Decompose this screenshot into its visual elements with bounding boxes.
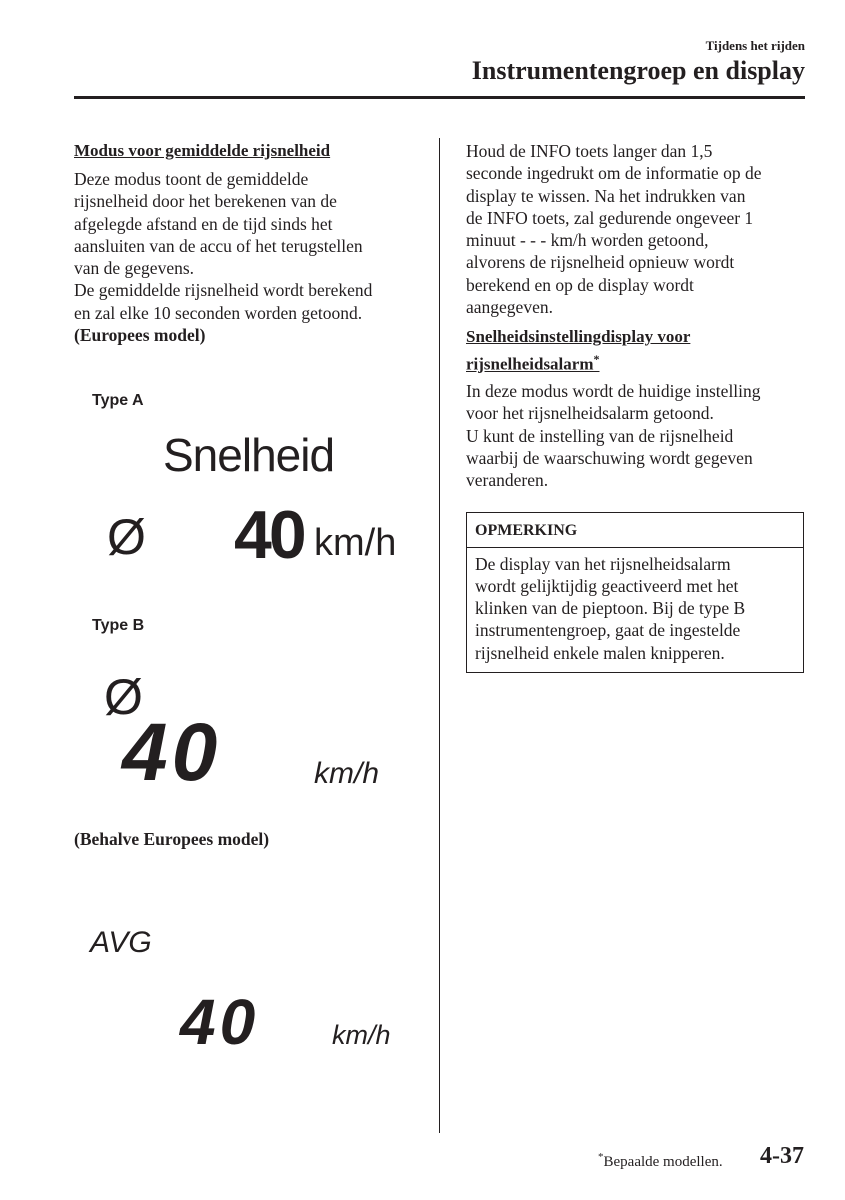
average-symbol: Ø	[107, 509, 146, 565]
text-line: klinken van de pieptoon. Bij de type B	[475, 598, 746, 619]
note-body	[467, 548, 803, 672]
text-line: Deze modus toont de gemiddelde	[74, 169, 309, 189]
speed-unit-display: km/h	[314, 522, 397, 564]
avg-speed-unit: km/h	[332, 1020, 391, 1050]
text-line: berekend en op de display wordt	[466, 274, 694, 295]
text-line: De display van het rijsnelheidsalarm	[475, 553, 731, 574]
text-line: seconde ingedrukt om de informatie op de	[466, 163, 762, 184]
section-heading-speed-alarm	[466, 326, 806, 376]
segment-speed-value: 40	[122, 707, 222, 798]
text-line: instrumentengroep, gaat de ingestelde	[475, 620, 741, 641]
type-a-label: Type A	[92, 392, 144, 409]
avg-speed-value: 40	[180, 986, 260, 1058]
text-line: afgelegde afstand en de tijd sinds het	[74, 213, 333, 234]
footer-note	[598, 1151, 723, 1171]
text-line: van de gegevens.	[74, 258, 195, 279]
note-box	[466, 512, 804, 673]
text-line: aangegeven.	[466, 297, 553, 318]
type-b-label: Type B	[92, 617, 145, 634]
non-european-model-label: (Behalve Europees model)	[74, 829, 270, 849]
paragraph-average-speed-1	[74, 168, 424, 279]
avg-label-display: AVG	[90, 926, 152, 959]
page-title: Instrumentengroep en display	[471, 56, 805, 85]
left-column	[74, 140, 424, 346]
text-line: De gemiddelde rijsnelheid wordt berekend	[74, 280, 373, 301]
speed-word-display: Snelheid	[163, 429, 335, 481]
header-rule	[74, 96, 805, 99]
page-number: 4-37	[760, 1143, 804, 1169]
text-line: waarbij de waarschuwing wordt gegeven	[466, 447, 753, 468]
speed-value-display: 40	[234, 497, 304, 573]
heading-text: rijsnelheidsalarm	[466, 355, 594, 375]
running-header: Tijdens het rijden	[705, 38, 805, 53]
text-line: en zal elke 10 seconden worden getoond.	[74, 302, 363, 323]
average-symbol: Ø	[104, 669, 143, 725]
text-line: display te wissen. Na het indrukken van	[466, 185, 746, 206]
footnote-star: *	[598, 1151, 604, 1163]
section-heading-average-speed: Modus voor gemiddelde rijsnelheid	[74, 141, 331, 160]
column-divider	[439, 138, 440, 1133]
segment-speed-unit: km/h	[314, 757, 380, 790]
note-title: OPMERKING	[467, 513, 803, 548]
footer-note-text: Bepaalde modellen.	[603, 1154, 723, 1170]
heading-line: Snelheidsinstellingdisplay voor	[466, 327, 691, 347]
european-model-label: (Europees model)	[74, 325, 206, 346]
paragraph-info-button	[466, 140, 806, 318]
paragraph-speed-alarm	[466, 380, 806, 491]
right-column	[466, 140, 806, 673]
footnote-star: *	[593, 352, 600, 367]
text-line: alvorens de rijsnelheid opnieuw wordt	[466, 252, 735, 273]
text-line: minuut - - - km/h worden getoond,	[466, 230, 709, 251]
text-line: Houd de INFO toets langer dan 1,5	[466, 141, 713, 161]
text-line: de INFO toets, zal gedurende ongeveer 1	[466, 207, 754, 228]
text-line: In deze modus wordt de huidige instelling	[466, 381, 761, 402]
text-line: rijsnelheid enkele malen knipperen.	[475, 642, 725, 663]
text-line: U kunt de instelling van de rijsnelheid	[466, 425, 734, 446]
text-line: wordt gelijktijdig geactiveerd met het	[475, 575, 739, 596]
text-line: voor het rijsnelheidsalarm getoond.	[466, 403, 714, 424]
text-line: rijsnelheid door het berekenen van de	[74, 191, 337, 212]
paragraph-average-speed-2	[74, 279, 424, 324]
text-line: veranderen.	[466, 470, 549, 491]
heading-line	[466, 348, 806, 376]
text-line: aansluiten van de accu of het terugstellen	[74, 235, 363, 256]
